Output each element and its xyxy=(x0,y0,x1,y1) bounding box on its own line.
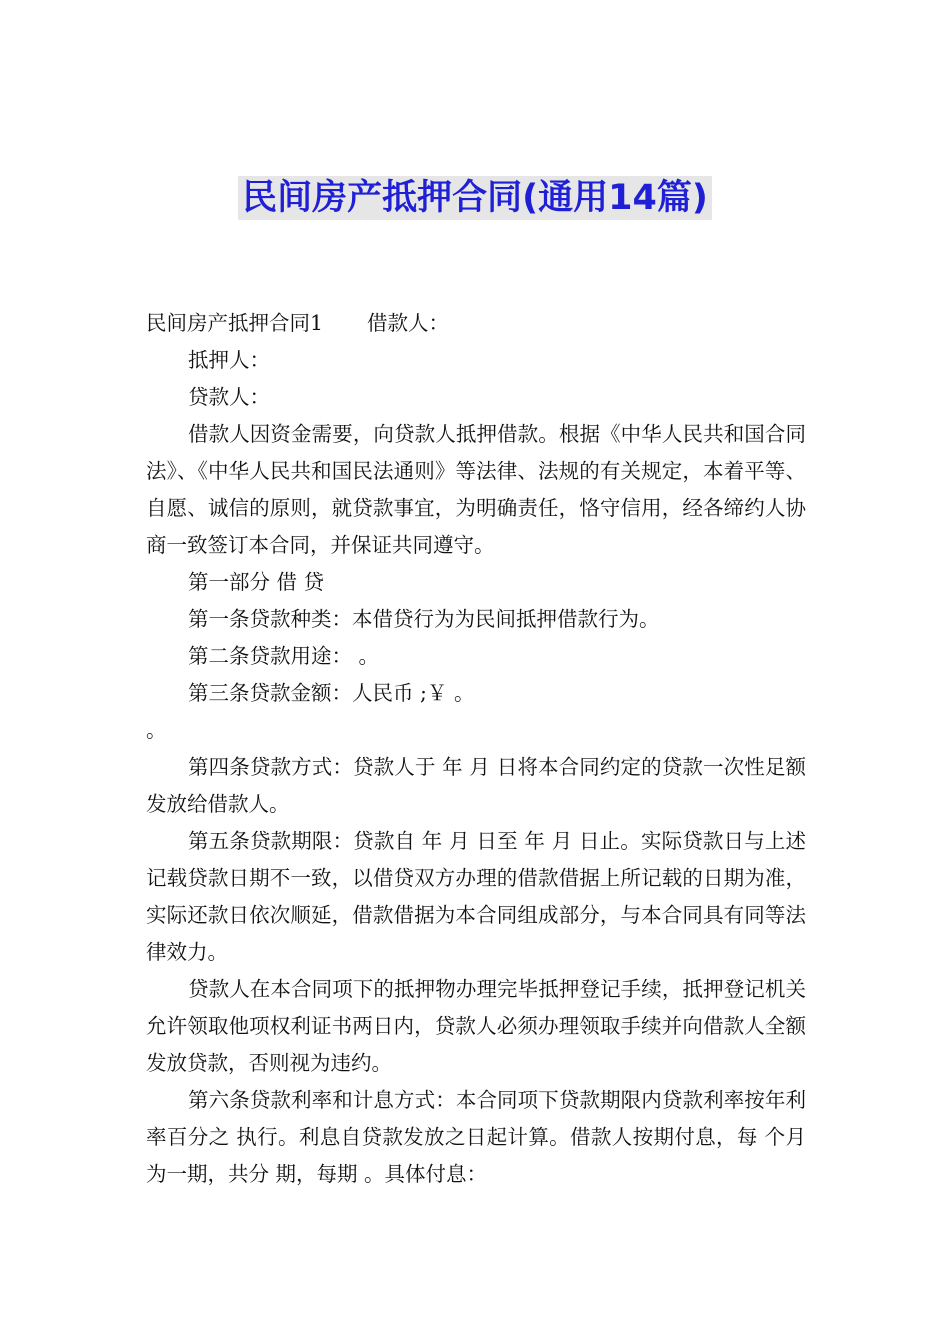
paragraph-article-6: 第六条贷款利率和计息方式：本合同项下贷款期限内贷款利率按年利率百分之 执行。利息自贷款发放之日起计算。借款人按期付息，每 个月为一期，共分 期，每期 。具体付息： xyxy=(146,1088,806,1186)
paragraph-preamble: 借款人因资金需要，向贷款人抵押借款。根据《中华人民共和国合同法》、《中华人民共和国民法通则》等法律、法规的有关规定，本着平等、自愿、诚信的原则，就贷款事宜，为明确责任，恪守信用，经各缔约人协商一致签订本合同，并保证共同遵守。 xyxy=(146,422,806,557)
paragraph-registration: 贷款人在本合同项下的抵押物办理完毕抵押登记手续，抵押登记机关允许领取他项权利证书两日内，贷款人必须办理领取手续并向借款人全额发放贷款，否则视为违约。 xyxy=(146,977,806,1075)
paragraph-period: 。 xyxy=(146,718,167,742)
paragraph-article-4: 第四条贷款方式：贷款人于 年 月 日将本合同约定的贷款一次性足额发放给借款人。 xyxy=(146,755,806,816)
section-heading: 民间房产抵押合同1 xyxy=(146,311,324,335)
paragraph-article-5: 第五条贷款期限：贷款自 年 月 日至 年 月 日止。实际贷款日与上述记载贷款日期不一致，以借贷双方办理的借款借据上所记载的日期为准，实际还款日依次顺延，借款借据为本合同组成部分，与本合同具有同等法律效力。 xyxy=(146,829,806,964)
paragraph-article-2: 第二条贷款用途： 。 xyxy=(188,644,380,668)
document-body xyxy=(146,305,806,1193)
title-container xyxy=(0,176,950,220)
paragraph-lender: 贷款人： xyxy=(188,385,270,409)
borrower-label: 借款人： xyxy=(367,311,450,335)
paragraph-article-3: 第三条贷款金额：人民币 ;￥ 。 xyxy=(188,681,475,705)
paragraph-mortgagor: 抵押人： xyxy=(188,348,270,372)
section-heading-line xyxy=(146,305,806,342)
document-title: 民间房产抵押合同(通用14篇) xyxy=(238,176,712,220)
paragraph-part-one: 第一部分 借 贷 xyxy=(188,570,325,594)
paragraph-article-1: 第一条贷款种类：本借贷行为为民间抵押借款行为。 xyxy=(188,607,660,631)
